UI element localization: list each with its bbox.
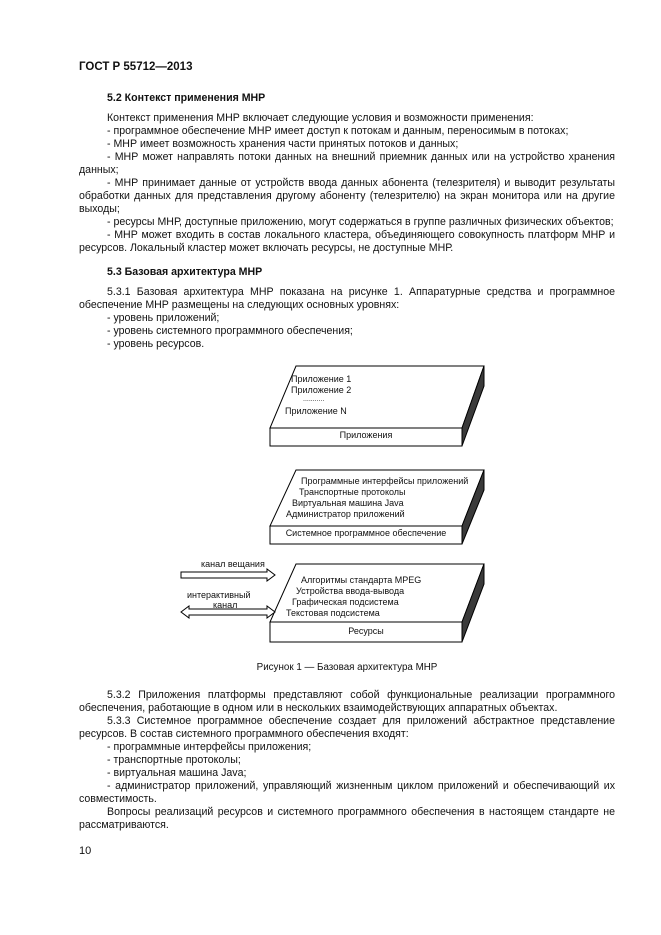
list-item: - транспортные протоколы; <box>107 754 241 766</box>
bot-slab-line: Текстовая подсистема <box>286 608 380 618</box>
list-item: - виртуальная машина Java; <box>107 767 247 779</box>
resources-label: Ресурсы <box>348 626 384 636</box>
list-item: - уровень системного программного обеспечения; <box>107 325 353 337</box>
list-item: - программные интерфейсы приложения; <box>107 741 312 753</box>
top-slab-line: ........... <box>303 396 325 403</box>
broadcast-channel-label: канал вещания <box>201 559 265 569</box>
mid-slab-line: Виртуальная машина Java <box>292 498 404 508</box>
architecture-figure <box>175 358 525 658</box>
list-item: - МНР принимает данные от устройств ввода данных абонента (телезрителя) и выводит результаты обработки данных для представления другому абоненту (телезрителю) на экран монитора или на другие выходы; <box>79 177 615 215</box>
bot-slab-line: Устройства ввода-вывода <box>296 586 405 596</box>
section-5-3 <box>79 266 615 351</box>
paragraph-5-3-1: 5.3.1 Базовая архитектура МНР показана на рисунке 1. Аппаратурные средства и программное обеспечение МНР размещены на следующих основных уровнях: <box>79 286 615 311</box>
list-item: - уровень ресурсов. <box>107 338 205 350</box>
list-item: - МНР может входить в состав локального кластера, объединяющего совокупность платформ МНР и ресурсов. Локальный кластер может включать ресурсы, не доступные МНР. <box>79 229 615 254</box>
top-slab-line: Приложение N <box>285 406 347 416</box>
final-paragraph: Вопросы реализаций ресурсов и системного программного обеспечения в настоящем стандарте не рассматриваются. <box>79 806 615 831</box>
figure-caption: Рисунок 1 — Базовая архитектура МНР <box>256 662 438 673</box>
paragraph-5-3-2: 5.3.2 Приложения платформы представляют собой функциональные реализации программного обеспечения, работающие в одном или в нескольких взаимодействующих аппаратных объектах. <box>79 689 615 714</box>
page-number: 10 <box>79 845 92 857</box>
bot-slab-line: Алгоритмы стандарта MPEG <box>301 575 422 585</box>
section-after-figure <box>79 689 615 832</box>
list-item: - администратор приложений, управляющий жизненным циклом приложений и обеспечивающий их совместимость. <box>79 780 615 805</box>
section-5-2 <box>79 92 615 255</box>
list-item: - уровень приложений; <box>107 312 220 324</box>
list-item: - МНР может направлять потоки данных на внешний приемник данных или на устройство хранения данных; <box>79 151 615 176</box>
paragraph-5-3-3: 5.3.3 Системное программное обеспечение создает для приложений абстрактное представление ресурсов. В состав системного программного обеспечения входят: <box>79 715 615 740</box>
section-5-2-title: 5.2 Контекст применения МНР <box>107 92 266 104</box>
mid-slab-line: Транспортные протоколы <box>299 487 406 497</box>
document-id: ГОСТ Р 55712—2013 <box>79 61 193 73</box>
bot-slab-line: Графическая подсистема <box>292 597 399 607</box>
mid-slab-line: Администратор приложений <box>286 509 405 519</box>
applications-label: Приложения <box>339 430 393 440</box>
top-slab-line: Приложение 2 <box>291 385 352 395</box>
interactive-channel-label: интерактивный <box>187 590 251 600</box>
broadcast-arrow <box>181 569 275 581</box>
mid-slab-line: Программные интерфейсы приложений <box>301 476 469 486</box>
list-item: - программное обеспечение МНР имеет доступ к потокам и данным, переносимым в потоках; <box>107 125 569 137</box>
interactive-channel-label-2: канал <box>213 600 238 610</box>
list-item: - ресурсы МНР, доступные приложению, могут содержаться в группе различных физических объектов; <box>107 216 614 228</box>
list-item: - МНР имеет возможность хранения части принятых потоков и данных; <box>107 138 459 150</box>
section-5-2-intro: Контекст применения МНР включает следующие условия и возможности применения: <box>107 112 534 124</box>
top-slab-line: Приложение 1 <box>291 374 352 384</box>
system-software-label: Системное программное обеспечение <box>285 528 447 538</box>
section-5-3-title: 5.3 Базовая архитектура МНР <box>107 266 263 278</box>
